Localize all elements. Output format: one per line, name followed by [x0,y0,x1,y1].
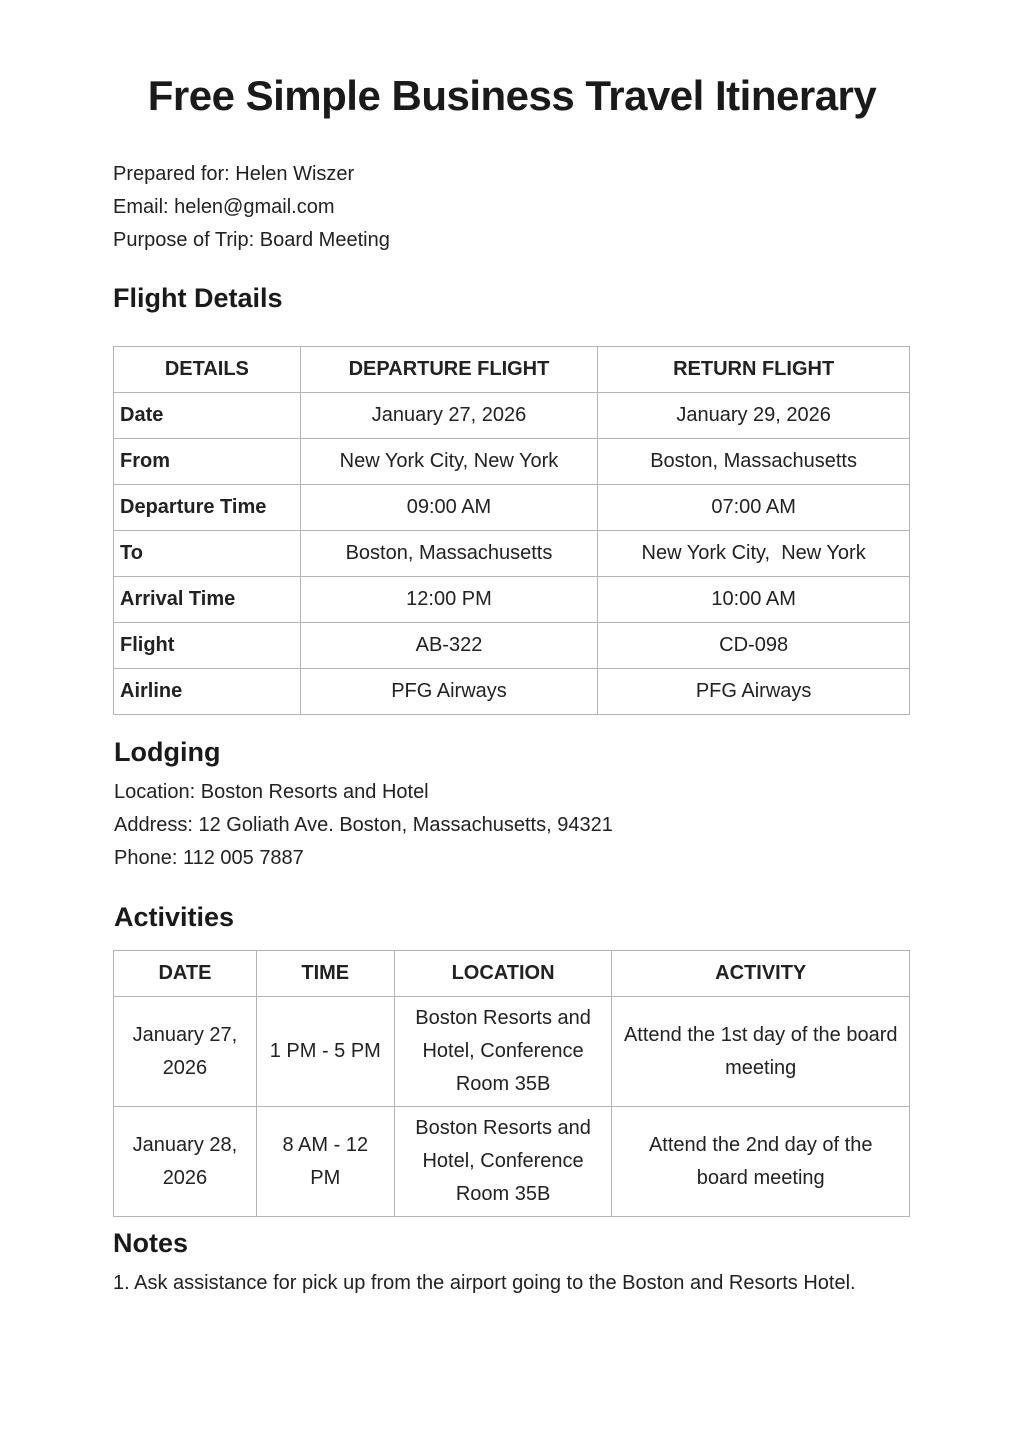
flight-details-heading: Flight Details [113,283,283,313]
column-header: RETURN FLIGHT [598,347,910,393]
lodging-heading: Lodging [114,737,221,767]
activity-time: 8 AM - 12 PM [256,1107,394,1217]
table-row [114,1107,910,1217]
activity-date: January 28, 2026 [114,1107,257,1217]
table-row [114,577,910,623]
prepared-for: Prepared for: Helen Wiszer [113,163,355,185]
column-header: DEPARTURE FLIGHT [300,347,598,393]
table-row [114,439,910,485]
activity-time: 1 PM - 5 PM [256,997,394,1107]
row-label: To [114,531,301,577]
column-header: LOCATION [394,951,612,997]
table-header-row [114,347,910,393]
activity-location: Boston Resorts and Hotel, Conference Room 35B [394,997,612,1107]
row-label: Departure Time [114,485,301,531]
column-header: ACTIVITY [612,951,910,997]
table-cell: 07:00 AM [598,485,910,531]
activity-location: Boston Resorts and Hotel, Conference Room 35B [394,1107,612,1217]
lodging-phone: Phone: 112 005 7887 [114,847,304,869]
flight-details-table [113,346,910,715]
table-cell: 12:00 PM [300,577,598,623]
table-cell: 09:00 AM [300,485,598,531]
table-cell: January 27, 2026 [300,393,598,439]
notes-list [113,1267,856,1300]
lodging-details [114,776,613,875]
activity-description: Attend the 2nd day of the board meeting [612,1107,910,1217]
table-cell: New York City, New York [300,439,598,485]
table-cell: Boston, Massachusetts [598,439,910,485]
trip-meta [113,158,390,257]
table-header-row [114,951,910,997]
row-label: Date [114,393,301,439]
row-label: Arrival Time [114,577,301,623]
table-cell: PFG Airways [300,669,598,715]
page-title: Free Simple Business Travel Itinerary [147,72,877,119]
column-header: TIME [256,951,394,997]
table-row [114,669,910,715]
activities-table [113,950,910,1217]
row-label: From [114,439,301,485]
table-cell: AB-322 [300,623,598,669]
table-cell: PFG Airways [598,669,910,715]
notes-heading: Notes [113,1228,189,1258]
table-cell: 10:00 AM [598,577,910,623]
column-header: DETAILS [114,347,301,393]
activity-date: January 27, 2026 [114,997,257,1107]
trip-purpose: Purpose of Trip: Board Meeting [113,229,390,251]
row-label: Airline [114,669,301,715]
activities-heading: Activities [114,902,235,932]
note-item: 1. Ask assistance for pick up from the airport going to the Boston and Resorts Hotel. [113,1272,856,1294]
table-row [114,997,910,1107]
table-cell: CD-098 [598,623,910,669]
activity-description: Attend the 1st day of the board meeting [612,997,910,1107]
email: Email: helen@gmail.com [113,196,335,218]
lodging-address: Address: 12 Goliath Ave. Boston, Massachusetts, 94321 [114,814,613,836]
table-row [114,623,910,669]
table-row [114,485,910,531]
table-row [114,531,910,577]
table-cell: January 29, 2026 [598,393,910,439]
column-header: DATE [114,951,257,997]
table-cell: Boston, Massachusetts [300,531,598,577]
table-row [114,393,910,439]
table-cell: New York City, New York [598,531,910,577]
lodging-location: Location: Boston Resorts and Hotel [114,781,429,803]
row-label: Flight [114,623,301,669]
